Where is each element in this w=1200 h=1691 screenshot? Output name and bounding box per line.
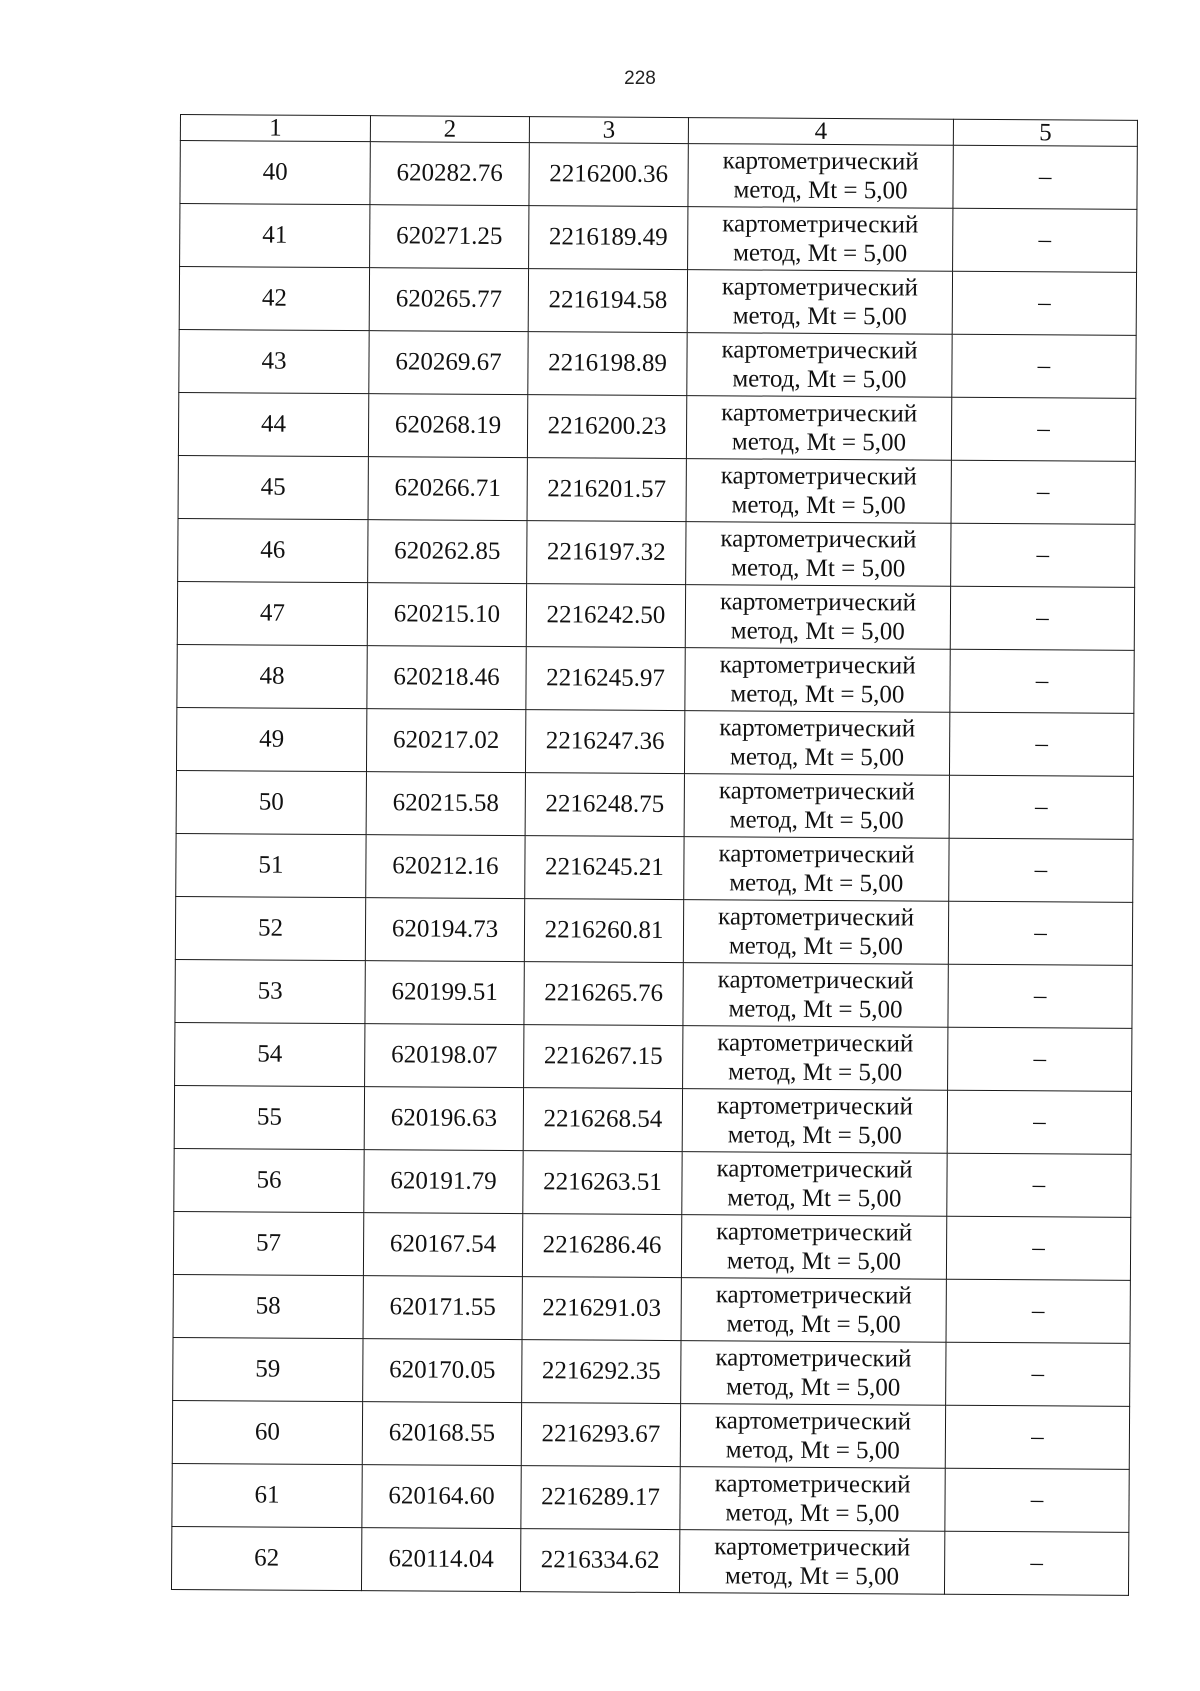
method-line-2: метод, Mt = 5,00 <box>732 302 907 331</box>
table-row <box>177 581 1134 650</box>
x-coordinate-cell: 620215.10 <box>367 583 526 647</box>
method-line-1: картометрический <box>721 399 918 428</box>
method-cell <box>681 1278 946 1343</box>
method-cell <box>679 1530 944 1595</box>
col5-cell: – <box>950 586 1134 650</box>
method-cell <box>682 1152 947 1217</box>
table-row <box>174 1148 1131 1217</box>
x-coordinate-cell: 620265.77 <box>369 268 528 332</box>
method-line-1: картометрический <box>719 651 916 680</box>
table-row <box>177 644 1134 713</box>
y-coordinate-cell: 2216189.49 <box>529 206 688 270</box>
x-coordinate-cell: 620268.19 <box>368 394 527 458</box>
method-cell <box>687 333 952 398</box>
x-coordinate-cell: 620167.54 <box>363 1213 522 1277</box>
y-coordinate-cell: 2216265.76 <box>524 962 683 1026</box>
col5-cell: – <box>949 838 1133 902</box>
x-coordinate-cell: 620196.63 <box>364 1087 523 1151</box>
method-line-1: картометрический <box>719 714 916 743</box>
method-line-1: картометрический <box>722 210 919 239</box>
col5-cell: – <box>949 712 1133 776</box>
y-coordinate-cell: 2216268.54 <box>523 1088 682 1152</box>
col5-cell: – <box>952 334 1136 398</box>
y-coordinate-cell: 2216197.32 <box>527 521 686 585</box>
method-cell <box>686 522 951 587</box>
point-number-cell: 59 <box>173 1337 363 1401</box>
method-line-2: метод, Mt = 5,00 <box>725 1436 900 1465</box>
col5-cell: – <box>946 1342 1130 1406</box>
method-line-1: картометрический <box>718 840 915 869</box>
method-line-1: картометрический <box>721 336 918 365</box>
table-row <box>179 267 1136 336</box>
col5-cell: – <box>951 523 1135 587</box>
method-cell <box>683 963 948 1028</box>
col5-cell: – <box>952 271 1136 335</box>
point-number-cell: 55 <box>174 1085 364 1149</box>
x-coordinate-cell: 620217.02 <box>366 709 525 773</box>
point-number-cell: 62 <box>171 1526 361 1590</box>
method-cell <box>681 1215 946 1280</box>
method-line-2: метод, Mt = 5,00 <box>728 995 903 1024</box>
method-cell <box>686 459 951 524</box>
header-col-5: 5 <box>953 119 1137 146</box>
table-row <box>175 959 1132 1028</box>
method-line-2: метод, Mt = 5,00 <box>733 176 908 205</box>
method-line-2: метод, Mt = 5,00 <box>726 1247 902 1276</box>
table-row <box>178 455 1135 524</box>
method-line-1: картометрический <box>716 1092 914 1121</box>
header-col-2: 2 <box>370 116 529 143</box>
col5-cell: – <box>951 460 1135 524</box>
point-number-cell: 40 <box>180 141 370 205</box>
method-line-1: картометрический <box>716 1155 913 1184</box>
col5-cell: – <box>949 775 1133 839</box>
x-coordinate-cell: 620215.58 <box>366 772 525 836</box>
page-number: 228 <box>624 68 656 89</box>
x-coordinate-cell: 620271.25 <box>370 205 529 269</box>
x-coordinate-cell: 620218.46 <box>367 646 526 710</box>
y-coordinate-cell: 2216334.62 <box>520 1529 679 1593</box>
point-number-cell: 41 <box>180 204 370 268</box>
table-row <box>178 392 1135 461</box>
point-number-cell: 47 <box>177 581 367 645</box>
col5-cell: – <box>948 1027 1132 1091</box>
method-cell <box>688 144 953 209</box>
col5-cell: – <box>947 1153 1131 1217</box>
point-number-cell: 56 <box>174 1148 364 1212</box>
y-coordinate-cell: 2216200.36 <box>529 143 688 207</box>
method-line-2: метод, Mt = 5,00 <box>727 1121 902 1150</box>
table-row <box>178 518 1135 587</box>
y-coordinate-cell: 2216242.50 <box>526 584 685 648</box>
y-coordinate-cell: 2216267.15 <box>524 1025 683 1089</box>
method-cell <box>687 270 952 335</box>
method-cell <box>680 1467 945 1532</box>
y-coordinate-cell: 2216292.35 <box>522 1340 681 1404</box>
method-line-1: картометрический <box>722 147 919 176</box>
method-line-1: картометрический <box>720 462 917 491</box>
x-coordinate-cell: 620168.55 <box>362 1402 521 1466</box>
point-number-cell: 58 <box>173 1274 363 1338</box>
x-coordinate-cell: 620191.79 <box>364 1150 523 1214</box>
method-cell <box>685 648 950 713</box>
method-cell <box>682 1089 947 1154</box>
table-row <box>173 1274 1130 1343</box>
method-line-2: метод, Mt = 5,00 <box>729 743 905 772</box>
y-coordinate-cell: 2216247.36 <box>525 710 684 774</box>
method-line-1: картометрический <box>717 966 914 995</box>
method-line-1: картометрический <box>715 1344 912 1373</box>
method-line-2: метод, Mt = 5,00 <box>731 428 907 457</box>
method-line-1: картометрический <box>719 588 917 617</box>
method-cell <box>680 1404 945 1469</box>
x-coordinate-cell: 620198.07 <box>365 1024 524 1088</box>
col5-cell: – <box>950 649 1134 713</box>
table-row <box>175 1022 1132 1091</box>
x-coordinate-cell: 620164.60 <box>362 1465 521 1529</box>
y-coordinate-cell: 2216286.46 <box>522 1214 681 1278</box>
point-number-cell: 49 <box>176 707 366 771</box>
method-line-1: картометрический <box>717 1029 914 1058</box>
col5-cell: – <box>953 145 1137 209</box>
col5-cell: – <box>948 964 1132 1028</box>
point-number-cell: 50 <box>176 770 366 834</box>
method-cell <box>683 900 948 965</box>
header-col-3: 3 <box>529 117 688 144</box>
col5-cell: – <box>944 1531 1128 1595</box>
y-coordinate-cell: 2216245.97 <box>526 647 685 711</box>
method-line-1: картометрический <box>714 1470 911 1499</box>
y-coordinate-cell: 2216289.17 <box>521 1466 680 1530</box>
point-number-cell: 46 <box>178 518 368 582</box>
point-number-cell: 51 <box>176 833 366 897</box>
method-line-2: метод, Mt = 5,00 <box>728 932 904 961</box>
y-coordinate-cell: 2216293.67 <box>521 1403 680 1467</box>
x-coordinate-cell: 620266.71 <box>368 457 527 521</box>
header-col-4: 4 <box>688 118 953 146</box>
method-line-2: метод, Mt = 5,00 <box>730 680 905 709</box>
point-number-cell: 57 <box>173 1211 363 1275</box>
table-row <box>173 1337 1130 1406</box>
table-body <box>171 141 1137 1596</box>
col5-cell: – <box>945 1468 1129 1532</box>
y-coordinate-cell: 2216263.51 <box>523 1151 682 1215</box>
method-line-2: метод, Mt = 5,00 <box>729 806 904 835</box>
table-row <box>173 1211 1130 1280</box>
method-cell <box>685 585 950 650</box>
method-line-2: метод, Mt = 5,00 <box>730 617 905 646</box>
table-row <box>175 896 1132 965</box>
header-col-1: 1 <box>180 115 370 142</box>
method-line-2: метод, Mt = 5,00 <box>732 365 907 394</box>
x-coordinate-cell: 620171.55 <box>363 1276 522 1340</box>
method-line-2: метод, Mt = 5,00 <box>724 1562 900 1591</box>
point-number-cell: 60 <box>172 1400 362 1464</box>
col5-cell: – <box>946 1279 1130 1343</box>
method-line-2: метод, Mt = 5,00 <box>726 1310 901 1339</box>
y-coordinate-cell: 2216248.75 <box>525 773 684 837</box>
method-line-2: метод, Mt = 5,00 <box>728 1058 903 1087</box>
point-number-cell: 42 <box>179 267 369 331</box>
table-row <box>172 1400 1129 1469</box>
method-cell <box>686 396 951 461</box>
coordinates-table-container <box>171 114 1137 1596</box>
method-line-2: метод, Mt = 5,00 <box>727 1184 902 1213</box>
x-coordinate-cell: 620194.73 <box>365 898 524 962</box>
method-line-1: картометрический <box>715 1281 912 1310</box>
point-number-cell: 44 <box>178 392 368 456</box>
method-line-2: метод, Mt = 5,00 <box>725 1499 900 1528</box>
method-line-1: картометрический <box>714 1407 912 1436</box>
method-line-1: картометрический <box>718 903 915 932</box>
y-coordinate-cell: 2216198.89 <box>528 332 687 396</box>
table-row <box>176 770 1133 839</box>
table-row <box>172 1463 1129 1532</box>
col5-cell: – <box>947 1090 1131 1154</box>
method-cell <box>683 1026 948 1091</box>
method-line-2: метод, Mt = 5,00 <box>731 491 906 520</box>
method-cell <box>681 1341 946 1406</box>
point-number-cell: 43 <box>179 329 369 393</box>
point-number-cell: 53 <box>175 959 365 1023</box>
x-coordinate-cell: 620269.67 <box>369 331 528 395</box>
x-coordinate-cell: 620199.51 <box>365 961 524 1025</box>
method-line-2: метод, Mt = 5,00 <box>733 239 908 268</box>
x-coordinate-cell: 620170.05 <box>363 1339 522 1403</box>
point-number-cell: 45 <box>178 455 368 519</box>
y-coordinate-cell: 2216260.81 <box>524 899 683 963</box>
col5-cell: – <box>953 208 1137 272</box>
method-cell <box>688 207 953 272</box>
y-coordinate-cell: 2216200.23 <box>527 395 686 459</box>
col5-cell: – <box>946 1216 1130 1280</box>
x-coordinate-cell: 620114.04 <box>361 1528 520 1592</box>
method-cell <box>684 711 949 776</box>
point-number-cell: 48 <box>177 644 367 708</box>
point-number-cell: 54 <box>175 1022 365 1086</box>
table-row <box>171 1526 1128 1595</box>
x-coordinate-cell: 620262.85 <box>368 520 527 584</box>
method-cell <box>684 837 949 902</box>
x-coordinate-cell: 620212.16 <box>366 835 525 899</box>
table-row <box>180 141 1137 210</box>
method-line-2: метод, Mt = 5,00 <box>731 554 906 583</box>
method-line-1: картометрический <box>716 1218 913 1247</box>
coordinates-table <box>171 114 1138 1596</box>
y-coordinate-cell: 2216194.58 <box>528 269 687 333</box>
method-line-1: картометрический <box>714 1533 911 1562</box>
x-coordinate-cell: 620282.76 <box>370 142 529 206</box>
table-row <box>176 707 1133 776</box>
table-row <box>179 329 1136 398</box>
y-coordinate-cell: 2216291.03 <box>522 1277 681 1341</box>
method-line-1: картометрический <box>720 525 917 554</box>
col5-cell: – <box>945 1405 1129 1469</box>
point-number-cell: 61 <box>172 1463 362 1527</box>
y-coordinate-cell: 2216245.21 <box>525 836 684 900</box>
method-line-1: картометрический <box>721 273 919 302</box>
method-cell <box>684 774 949 839</box>
method-line-1: картометрический <box>718 777 915 806</box>
table-row <box>176 833 1133 902</box>
method-line-2: метод, Mt = 5,00 <box>729 869 904 898</box>
table-row <box>174 1085 1131 1154</box>
table-row <box>180 204 1137 273</box>
col5-cell: – <box>948 901 1132 965</box>
y-coordinate-cell: 2216201.57 <box>527 458 686 522</box>
col5-cell: – <box>951 397 1135 461</box>
point-number-cell: 52 <box>175 896 365 960</box>
method-line-2: метод, Mt = 5,00 <box>726 1373 901 1402</box>
